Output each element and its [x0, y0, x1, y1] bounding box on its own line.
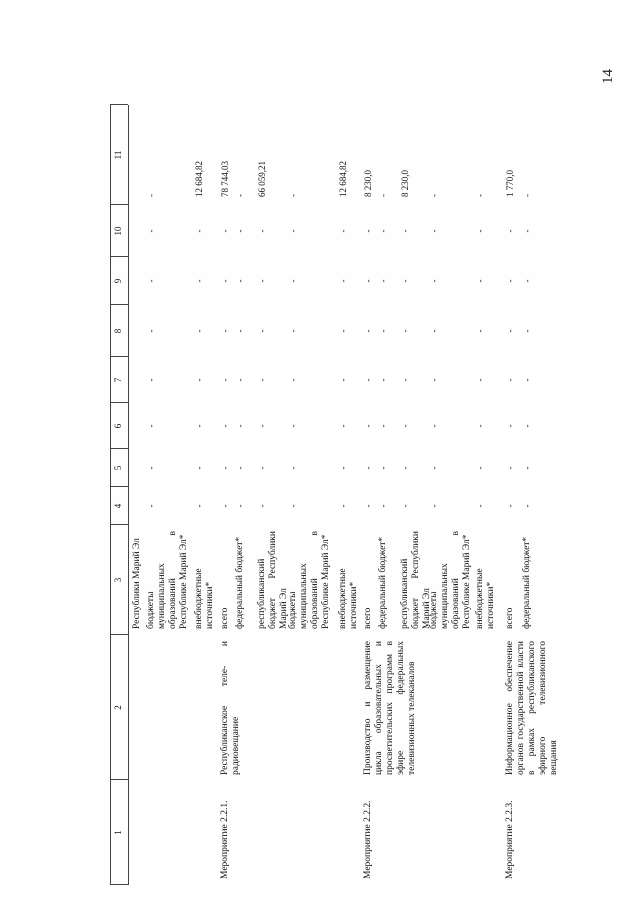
funding-source: федеральный бюджет* — [522, 536, 532, 629]
value-cell: - — [220, 378, 230, 382]
funding-source: всего — [220, 607, 230, 629]
value-cell: - — [378, 378, 388, 382]
value-cell: 1 770,0 — [505, 170, 515, 197]
value-cell: - — [475, 194, 485, 197]
value-cell: - — [505, 424, 515, 428]
value-cell: - — [194, 424, 204, 428]
funding-source: всего — [363, 607, 373, 629]
value-cell: - — [378, 279, 388, 283]
value-cell: - — [429, 424, 439, 428]
value-cell: - — [522, 279, 532, 283]
header-col-2: 2 — [113, 705, 123, 710]
value-cell: - — [522, 504, 532, 508]
value-cell: - — [235, 329, 245, 333]
value-cell: - — [522, 378, 532, 382]
value-cell: - — [363, 424, 373, 428]
value-cell: - — [429, 279, 439, 283]
value-cell: - — [522, 424, 532, 428]
value-cell: - — [363, 229, 373, 233]
value-cell: - — [475, 424, 485, 428]
value-cell: - — [400, 279, 410, 283]
value-cell: - — [338, 466, 348, 470]
funding-source: бюджеты муниципальных образований в Республике Марий Эл* — [288, 531, 331, 629]
value-cell: - — [363, 378, 373, 382]
value-cell: - — [338, 229, 348, 233]
value-cell: - — [146, 194, 156, 197]
measure-name: Производство и размещение цикла образовательных и просветительских программ в эфире федеральных телевизионных телеканалов — [363, 641, 417, 775]
value-cell: - — [400, 329, 410, 333]
value-cell: - — [338, 424, 348, 428]
header-col-7: 7 — [113, 377, 123, 383]
value-cell: 12 684,82 — [194, 161, 204, 197]
value-cell: 12 684,82 — [338, 161, 348, 197]
measure-name: Республиканское теле- и радиовещание — [220, 641, 241, 775]
funding-source: федеральный бюджет* — [378, 536, 388, 629]
value-cell: - — [146, 279, 156, 283]
value-cell: - — [522, 229, 532, 233]
value-cell: - — [220, 424, 230, 428]
value-cell: - — [429, 504, 439, 508]
value-cell: - — [146, 466, 156, 470]
funding-source: внебюджетные источники* — [194, 568, 215, 629]
value-cell: - — [194, 466, 204, 470]
value-cell: - — [220, 279, 230, 283]
value-cell: - — [235, 279, 245, 283]
value-cell: - — [475, 504, 485, 508]
value-cell: - — [288, 424, 298, 428]
value-cell: - — [505, 466, 515, 470]
rotated-table-sheet — [110, 105, 580, 885]
value-cell: - — [257, 424, 267, 428]
value-cell: - — [235, 194, 245, 197]
value-cell: - — [429, 194, 439, 197]
value-cell: - — [288, 504, 298, 508]
funding-source: федеральный бюджет* — [235, 536, 245, 629]
measure-code: Мероприятие 2.2.2. — [363, 800, 373, 879]
value-cell: 78 744,03 — [220, 161, 230, 197]
value-cell: - — [257, 279, 267, 283]
value-cell: - — [522, 329, 532, 333]
value-cell: - — [257, 466, 267, 470]
header-col-8: 8 — [113, 328, 123, 334]
value-cell: - — [505, 378, 515, 382]
value-cell: - — [257, 329, 267, 333]
funding-source: внебюджетные источники* — [475, 568, 496, 629]
funding-source: всего — [505, 607, 515, 629]
header-col-10: 10 — [113, 226, 123, 236]
value-cell: - — [338, 378, 348, 382]
table-header-border — [128, 105, 129, 885]
funding-source: бюджеты муниципальных образований в Республике Марий Эл* — [429, 531, 472, 629]
value-cell: - — [146, 229, 156, 233]
value-cell: - — [378, 229, 388, 233]
funding-source: бюджеты муниципальных образований в Республике Марий Эл* — [146, 531, 189, 629]
value-cell: - — [400, 229, 410, 233]
value-cell: - — [338, 504, 348, 508]
measure-code: Мероприятие 2.2.1. — [220, 800, 230, 879]
value-cell: - — [475, 229, 485, 233]
header-col-4: 4 — [113, 503, 123, 509]
value-cell: - — [475, 466, 485, 470]
value-cell: - — [475, 279, 485, 283]
value-cell: - — [235, 466, 245, 470]
value-cell: - — [505, 279, 515, 283]
value-cell: - — [194, 329, 204, 333]
value-cell: - — [429, 378, 439, 382]
value-cell: - — [505, 329, 515, 333]
measure-name: Информационное обеспечение органов государственной власти в рамках республиканского эфирного телевизионного вещания — [505, 641, 559, 775]
page-number: 14 — [600, 69, 616, 84]
value-cell: - — [194, 378, 204, 382]
value-cell: - — [288, 329, 298, 333]
value-cell: - — [378, 329, 388, 333]
value-cell: - — [194, 279, 204, 283]
value-cell: 66 059,21 — [257, 161, 267, 197]
value-cell: - — [363, 504, 373, 508]
value-cell: - — [235, 504, 245, 508]
funding-source: республиканский бюджет Республики Марий Эл — [400, 531, 432, 629]
value-cell: - — [146, 329, 156, 333]
value-cell: - — [363, 279, 373, 283]
value-cell: - — [505, 229, 515, 233]
value-cell: - — [378, 194, 388, 197]
value-cell: - — [194, 504, 204, 508]
header-col-5: 5 — [113, 465, 123, 471]
value-cell: - — [288, 466, 298, 470]
value-cell: - — [235, 424, 245, 428]
value-cell: - — [378, 424, 388, 428]
value-cell: - — [220, 466, 230, 470]
value-cell: - — [400, 378, 410, 382]
value-cell: - — [429, 329, 439, 333]
value-cell: - — [363, 329, 373, 333]
value-cell: - — [288, 229, 298, 233]
header-col-11: 11 — [113, 150, 123, 160]
value-cell: - — [220, 229, 230, 233]
value-cell: - — [400, 466, 410, 470]
value-cell: - — [257, 504, 267, 508]
value-cell: - — [288, 279, 298, 283]
header-col-3: 3 — [113, 577, 123, 583]
value-cell: - — [220, 504, 230, 508]
value-cell: - — [220, 329, 230, 333]
value-cell: - — [505, 504, 515, 508]
value-cell: - — [257, 229, 267, 233]
value-cell: - — [257, 378, 267, 382]
value-cell: - — [288, 194, 298, 197]
measure-code: Мероприятие 2.2.3. — [505, 800, 515, 879]
header-col-6: 6 — [113, 423, 123, 429]
value-cell: - — [363, 466, 373, 470]
table-top-border — [110, 105, 111, 885]
value-cell: - — [146, 424, 156, 428]
value-cell: - — [235, 378, 245, 382]
value-cell: - — [338, 279, 348, 283]
value-cell: - — [378, 504, 388, 508]
value-cell: 8 230,0 — [363, 170, 373, 197]
value-cell: - — [146, 504, 156, 508]
funding-source: Республики Марий Эл — [132, 538, 142, 629]
value-cell: - — [146, 378, 156, 382]
header-col-9: 9 — [113, 278, 123, 284]
value-cell: - — [378, 466, 388, 470]
value-cell: - — [288, 378, 298, 382]
value-cell: - — [522, 194, 532, 197]
header-col-1: 1 — [113, 830, 123, 835]
value-cell: - — [475, 378, 485, 382]
value-cell: - — [475, 329, 485, 333]
funding-source: внебюджетные источники* — [338, 568, 359, 629]
value-cell: - — [235, 229, 245, 233]
value-cell: - — [400, 504, 410, 508]
value-cell: - — [522, 466, 532, 470]
value-cell: 8 230,0 — [400, 170, 410, 197]
funding-source: республиканский бюджет Республики Марий Эл — [257, 531, 289, 629]
value-cell: - — [429, 229, 439, 233]
value-cell: - — [429, 466, 439, 470]
value-cell: - — [194, 229, 204, 233]
value-cell: - — [400, 424, 410, 428]
value-cell: - — [338, 329, 348, 333]
